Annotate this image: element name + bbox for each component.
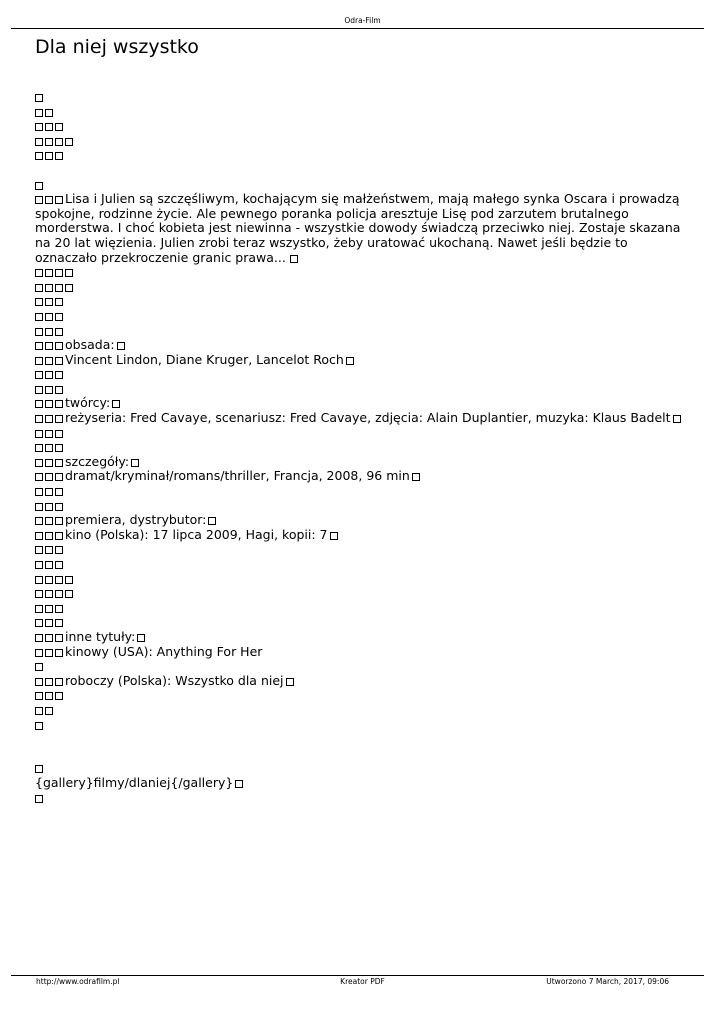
site-title: Odra-Film	[344, 16, 381, 25]
footer-divider	[11, 975, 704, 976]
placeholder-line	[35, 294, 690, 309]
details-label-line	[35, 455, 690, 470]
other-titles-label-line	[35, 630, 690, 645]
placeholder-line	[35, 586, 690, 601]
placeholder-line	[35, 105, 690, 120]
details-label: szczegóły:	[65, 453, 130, 469]
document-body	[35, 90, 690, 805]
placeholder-line	[35, 659, 690, 674]
other-title-1: kinowy (USA): Anything For Her	[65, 643, 263, 659]
placeholder-line	[35, 484, 690, 499]
other-title-2-line	[35, 674, 690, 689]
placeholder-line	[35, 265, 690, 280]
gallery-tag: {gallery}filmy/dlaniej{/gallery}	[35, 774, 234, 790]
placeholder-line	[35, 309, 690, 324]
placeholder-line	[35, 148, 690, 163]
details-value-line	[35, 469, 690, 484]
footer-generator: Kreator PDF	[340, 977, 385, 986]
placeholder-line	[35, 440, 690, 455]
placeholder-line	[35, 761, 690, 776]
premiere-label: premiera, dystrybutor:	[65, 512, 207, 528]
crew-label-line	[35, 396, 690, 411]
footer-url[interactable]: http://www.odrafilm.pl	[36, 977, 120, 986]
premiere-label-line	[35, 513, 690, 528]
placeholder-line	[35, 688, 690, 703]
placeholder-line	[35, 324, 690, 339]
document-title: Dla niej wszystko	[35, 36, 199, 58]
placeholder-line	[35, 119, 690, 134]
placeholder-line	[35, 615, 690, 630]
cast-value: Vincent Lindon, Diane Kruger, Lancelot Roch	[65, 351, 344, 367]
placeholder-line	[35, 499, 690, 514]
placeholder-line	[35, 542, 690, 557]
placeholder-line	[35, 90, 690, 105]
placeholder-line	[35, 572, 690, 587]
other-title-1-line	[35, 645, 690, 660]
placeholder-line	[35, 367, 690, 382]
placeholder-line	[35, 601, 690, 616]
premiere-value-line	[35, 528, 690, 543]
placeholder-line	[35, 718, 690, 733]
cast-label: obsada:	[65, 337, 115, 353]
other-title-2: roboczy (Polska): Wszystko dla niej	[65, 672, 284, 688]
synopsis-paragraph	[35, 192, 690, 265]
gallery-line	[35, 776, 690, 791]
cast-label-line	[35, 338, 690, 353]
placeholder-line	[35, 280, 690, 295]
cast-value-line	[35, 353, 690, 368]
other-titles-label: inne tytuły:	[65, 628, 136, 644]
placeholder-line	[35, 703, 690, 718]
placeholder-line	[35, 178, 690, 193]
placeholder-line	[35, 134, 690, 149]
crew-label: twórcy:	[65, 395, 111, 411]
crew-value: reżyseria: Fred Cavaye, scenariusz: Fred Cavaye, zdjęcia: Alain Duplantier, muzyka: Klaus Badelt	[65, 410, 671, 426]
placeholder-line	[35, 557, 690, 572]
placeholder-line	[35, 382, 690, 397]
synopsis-text: Lisa i Julien są szczęśliwym, kochającym się małżeństwem, mają małego synka Oscara i prowadzą spokojne, rodzinne życie. Ale pewnego poranka policja aresztuje Lisę pod zarzutem brutalnego morderstwa. I choć kobieta jest niewinna - wszystkie dowody świadczą przeciwko niej. Zostaje skazana na 20 lat więzienia. Julien zrobi teraz wszystko, żeby uratować ukochaną. Nawet jeśli będzie to oznaczało przekroczenie granic prawa...	[35, 191, 681, 265]
footer-created-date: Utworzono 7 March, 2017, 09:06	[546, 977, 669, 986]
header-divider	[11, 28, 704, 29]
crew-value-line	[35, 411, 690, 426]
premiere-value: kino (Polska): 17 lipca 2009, Hagi, kopii: 7	[65, 526, 328, 542]
placeholder-line	[35, 791, 690, 806]
details-value: dramat/kryminał/romans/thriller, Francja, 2008, 96 min	[65, 468, 410, 484]
placeholder-line	[35, 426, 690, 441]
